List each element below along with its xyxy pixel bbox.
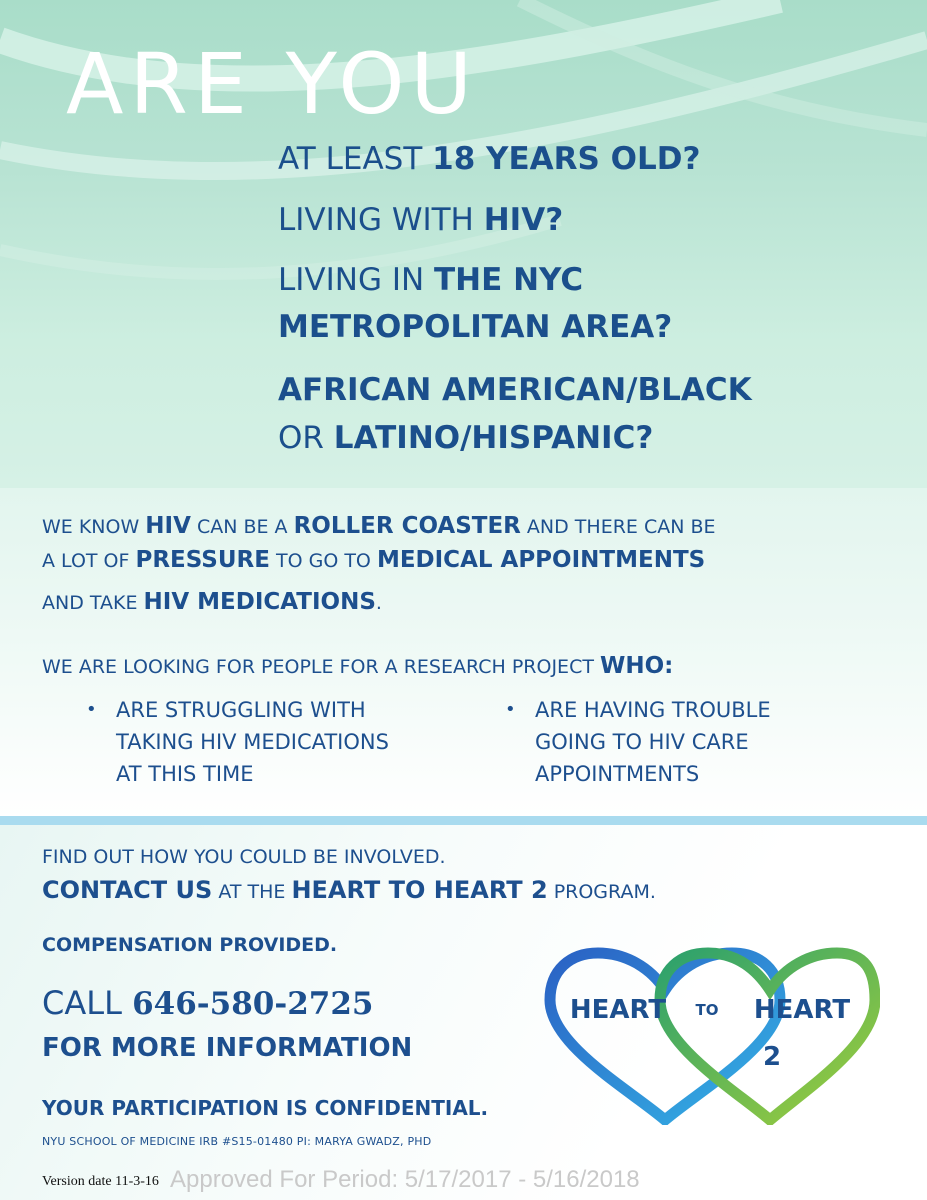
version-date: Version date 11-3-16 (42, 1174, 159, 1189)
compensation-line: COMPENSATION PROVIDED. (42, 934, 338, 956)
question-age: AT LEAST 18 YEARS OLD? (278, 141, 701, 177)
bullet-dot-icon: • (86, 699, 97, 720)
question-hiv: LIVING WITH HIV? (278, 202, 564, 238)
question-nyc-line2: METROPOLITAN AREA? (278, 309, 673, 345)
intro-line-1: WE KNOW HIV CAN BE A ROLLER COASTER AND THERE CAN BE (42, 513, 716, 539)
find-out-line: FIND OUT HOW YOU COULD BE INVOLVED. (42, 846, 446, 868)
looking-for-line: WE ARE LOOKING FOR PEOPLE FOR A RESEARCH PROJECT WHO: (42, 653, 674, 679)
call-line: CALL 646-580-2725 (42, 984, 374, 1022)
question-race-line2: OR LATINO/HISPANIC? (278, 420, 654, 456)
bullet-dot-icon: • (505, 699, 516, 720)
criteria-bullet-appointments: • ARE HAVING TROUBLE GOING TO HIV CARE APPOINTMENTS (505, 694, 771, 790)
irb-footer: NYU SCHOOL OF MEDICINE IRB #S15-01480 PI: MARYA GWADZ, PHD (42, 1135, 432, 1148)
question-nyc-line1: LIVING IN THE NYC (278, 262, 584, 298)
logo-middle-word: TO (695, 1001, 719, 1019)
heart-to-heart-logo (540, 945, 880, 1125)
criteria-bullet-medications: • ARE STRUGGLING WITH TAKING HIV MEDICATIONS AT THIS TIME (86, 694, 389, 790)
logo-number: 2 (762, 1042, 782, 1072)
confidential-line: YOUR PARTICIPATION IS CONFIDENTIAL. (42, 1096, 489, 1120)
question-race-line1: AFRICAN AMERICAN/BLACK (278, 372, 752, 408)
section-divider (0, 816, 927, 825)
logo-right-word: HEART (753, 995, 851, 1025)
logo-left-word: HEART (569, 995, 667, 1025)
phone-number[interactable]: 646-580-2725 (132, 986, 374, 1022)
intro-line-2: A LOT OF PRESSURE TO GO TO MEDICAL APPOINTMENTS (42, 547, 706, 573)
headline-are-you: ARE YOU (66, 35, 478, 133)
more-info-line: FOR MORE INFORMATION (42, 1033, 413, 1063)
intro-line-3: AND TAKE HIV MEDICATIONS. (42, 589, 382, 615)
approved-period-stamp: Approved For Period: 5/17/2017 - 5/16/2018 (170, 1166, 640, 1193)
criteria-list-left (86, 694, 389, 790)
contact-line: CONTACT US AT THE HEART TO HEART 2 PROGRAM. (42, 876, 656, 904)
criteria-list-right (505, 694, 771, 790)
